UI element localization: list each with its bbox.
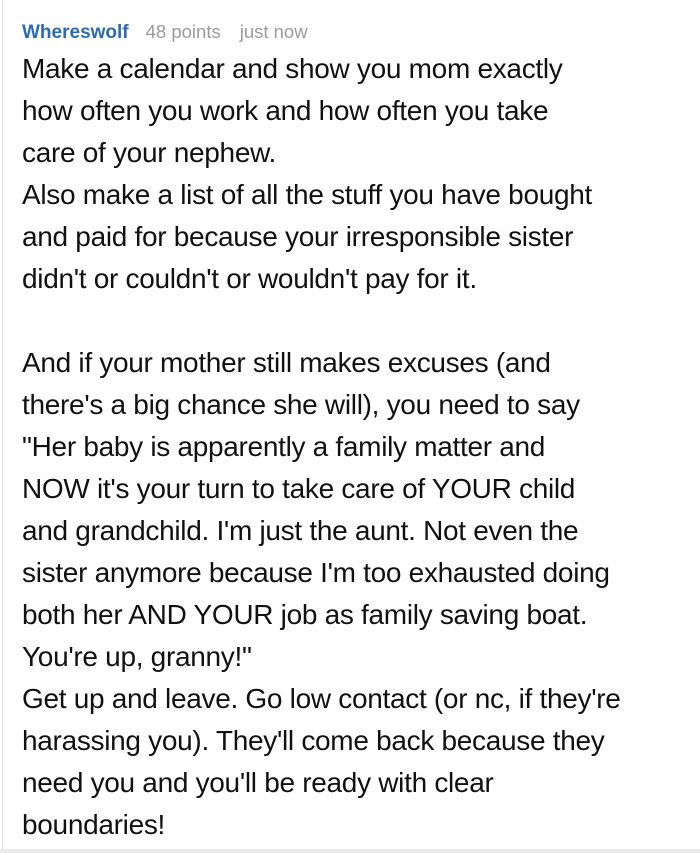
comment-body-line: care of your nephew. — [22, 137, 276, 168]
comment-body-line: harassing you). They'll come back because they — [22, 725, 605, 756]
author-username-link[interactable]: Whereswolf — [22, 22, 129, 43]
comment-body-line: boundaries! — [22, 809, 166, 840]
comment-body-line: there's a big chance she will), you need to say — [22, 389, 580, 420]
comment-body-line: Make a calendar and show you mom exactly — [22, 53, 563, 84]
comment-body-line: sister anymore because I'm too exhausted doing — [22, 557, 610, 588]
comment-body-line: And if your mother still makes excuses (and — [22, 347, 551, 378]
comment-body-line — [22, 300, 680, 342]
comment-body-line: both her AND YOUR job as family saving boat. — [22, 599, 588, 630]
comment-body — [22, 48, 680, 846]
comment-body-line: and paid for because your irresponsible sister — [22, 221, 574, 252]
bottom-divider — [0, 849, 700, 853]
comment-header — [22, 20, 680, 45]
comment-body-line: "Her baby is apparently a family matter and — [22, 431, 546, 462]
comment-body-line: NOW it's your turn to take care of YOUR child — [22, 473, 576, 504]
comment-body-line: Also make a list of all the stuff you have bought — [22, 179, 593, 210]
comment-thread-line — [2, 0, 3, 849]
comment-timestamp: just now — [239, 21, 308, 42]
points-count: 48 points — [145, 21, 221, 42]
comment-body-line: You're up, granny!" — [22, 641, 252, 672]
comment-body-line: and grandchild. I'm just the aunt. Not even the — [22, 515, 579, 546]
comment-body-line: need you and you'll be ready with clear — [22, 767, 494, 798]
comment-body-line: how often you work and how often you take — [22, 95, 549, 126]
comment-body-line: Get up and leave. Go low contact (or nc, if they're — [22, 683, 621, 714]
comment-body-line: didn't or couldn't or wouldn't pay for it. — [22, 263, 477, 294]
